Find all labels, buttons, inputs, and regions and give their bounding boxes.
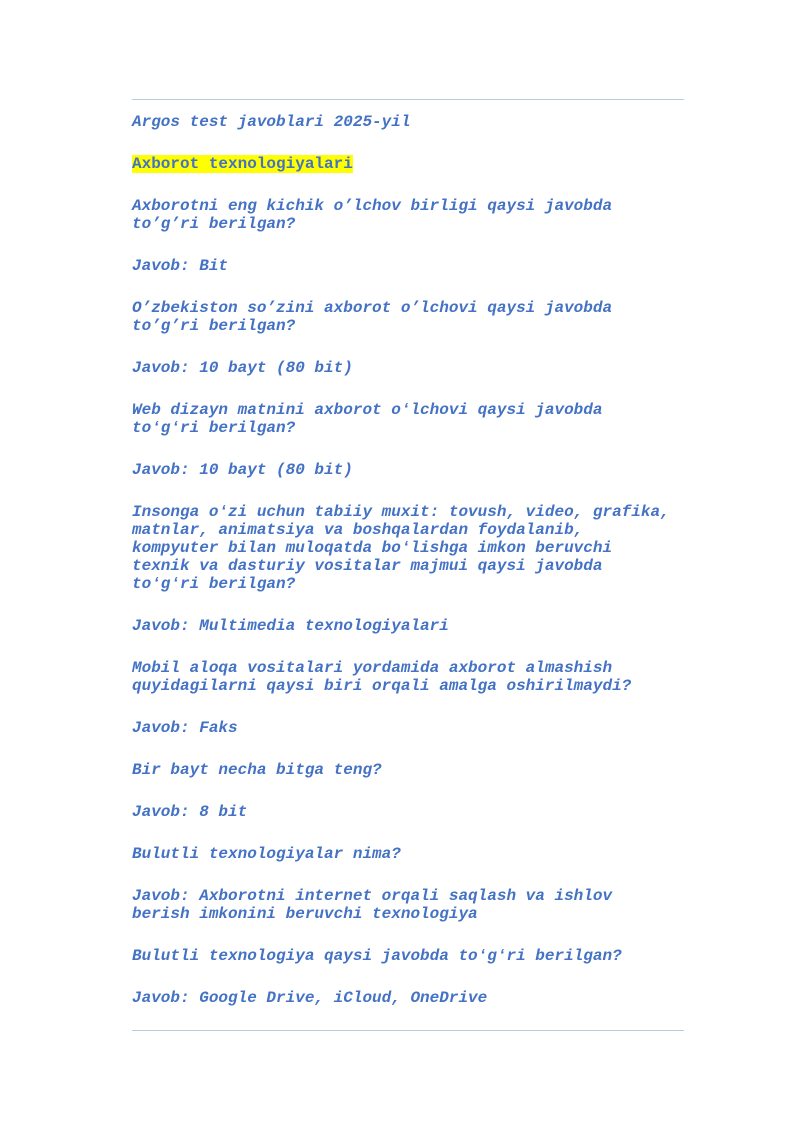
question-7: Bulutli texnologiyalar nima? [132,845,401,863]
document-title: Argos test javoblari 2025-yil [132,113,411,131]
header-rule [132,99,684,100]
question-1: Axborotni eng kichik o’lchov birligi qaysi javobda to’g’ri berilgan? [132,197,613,233]
answer-2: Javob: 10 bayt (80 bit) [132,359,353,377]
answer-1: Javob: Bit [132,257,229,275]
question-6: Bir bayt necha bitga teng? [132,761,382,779]
answer-7: Javob: Axborotni internet orqali saqlash va ishlov berish imkonini beruvchi texnologiya [132,887,613,923]
answer-3: Javob: 10 bayt (80 bit) [132,461,353,479]
question-8: Bulutli texnologiya qaysi javobda toʻgʻri berilgan? [132,947,622,965]
question-4: Insonga oʻzi uchun tabiiy muxit: tovush, video, grafika, matnlar, animatsiya va boshqalardan foydalanib, kompyuter bilan muloqatda boʻlishga imkon beruvchi texnik va dasturiy vositalar majmui qaysi javobda toʻgʻri berilgan? [132,503,670,593]
document-body [132,113,692,1031]
footer-rule [132,1030,684,1031]
question-2: O’zbekiston so’zini axborot o’lchovi qaysi javobda to’g’ri berilgan? [132,299,613,335]
answer-5: Javob: Faks [132,719,238,737]
answer-6: Javob: 8 bit [132,803,248,821]
section-heading [132,155,692,173]
answer-4: Javob: Multimedia texnologiyalari [132,617,449,635]
answer-8: Javob: Google Drive, iCloud, OneDrive [132,989,488,1007]
section-heading-text: Axborot texnologiyalari [132,155,353,173]
question-3: Web dizayn matnini axborot oʻlchovi qaysi javobda toʻgʻri berilgan? [132,401,603,437]
question-5: Mobil aloqa vositalari yordamida axborot almashish quyidagilarni qaysi biri orqali amalga oshirilmaydi? [132,659,632,695]
